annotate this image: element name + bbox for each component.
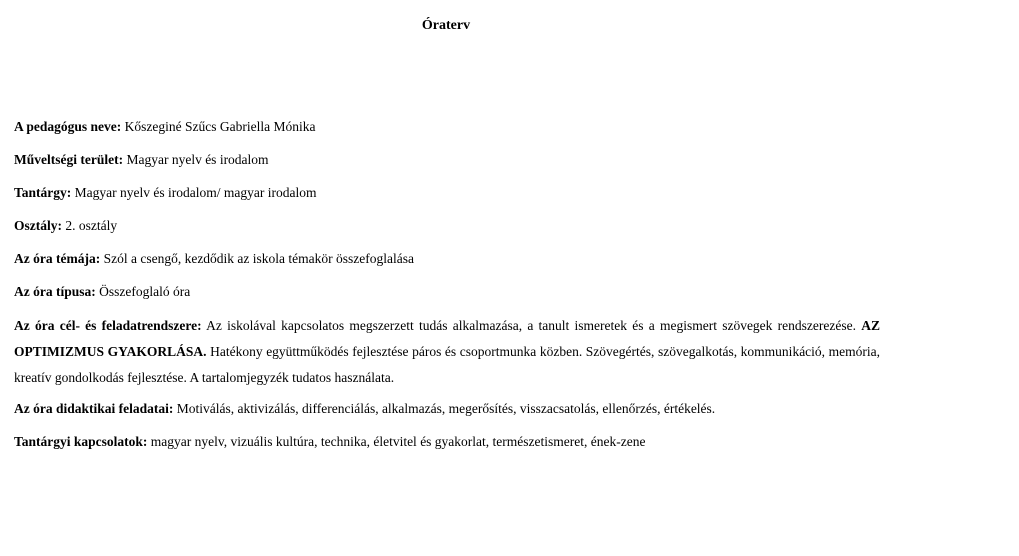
field-label: A pedagógus neve: xyxy=(14,119,122,134)
field-label: Tantárgy: xyxy=(14,185,72,200)
field-label: Az óra témája: xyxy=(14,251,101,266)
field-value: Összefoglaló óra xyxy=(99,284,191,299)
page-title: Óraterv xyxy=(421,18,471,33)
field-value: Szól a csengő, kezdődik az iskola témakör összefoglalása xyxy=(103,251,414,266)
field-value: Kőszeginé Szűcs Gabriella Mónika xyxy=(124,119,316,134)
field-goals xyxy=(14,313,880,391)
field-teacher xyxy=(14,117,880,136)
field-topic xyxy=(14,249,880,268)
field-label: Az óra cél- és feladatrendszere: xyxy=(14,318,202,333)
field-emphasis: AZ OPTIMIZMUS GYAKORLÁSA. xyxy=(14,318,880,359)
field-label: Tantárgyi kapcsolatok: xyxy=(14,434,148,449)
field-value: magyar nyelv, vizuális kultúra, technika, életvitel és gyakorlat, természetismeret, ének-zene xyxy=(150,434,646,449)
field-label: Műveltségi terület: xyxy=(14,152,124,167)
field-class xyxy=(14,216,880,235)
field-value-part1: Az iskolával kapcsolatos megszerzett tudás alkalmazása, a tanult ismeretek és a megismert szövegek rendszerezése. xyxy=(206,318,856,333)
field-didactic xyxy=(14,399,880,418)
field-label: Az óra típusa: xyxy=(14,284,96,299)
field-subject xyxy=(14,183,880,202)
field-connections xyxy=(14,432,880,451)
field-value: 2. osztály xyxy=(65,218,118,233)
field-domain xyxy=(14,150,880,169)
field-value: Motiválás, aktivizálás, differenciálás, alkalmazás, megerősítés, visszacsatolás, ellenőrzés, értékelés. xyxy=(176,401,716,416)
field-label: Osztály: xyxy=(14,218,62,233)
field-value: Magyar nyelv és irodalom xyxy=(126,152,269,167)
field-value-part2: Hatékony együttműködés fejlesztése páros és csoportmunka közben. Szövegértés, szövegalkotás, kommunikáció, memória, kreatív gondolkodás fejlesztése. A tartalomjegyzék tudatos használata. xyxy=(14,344,880,385)
field-label: Az óra didaktikai feladatai: xyxy=(14,401,174,416)
field-type xyxy=(14,282,880,301)
field-value: Magyar nyelv és irodalom/ magyar irodalom xyxy=(74,185,317,200)
